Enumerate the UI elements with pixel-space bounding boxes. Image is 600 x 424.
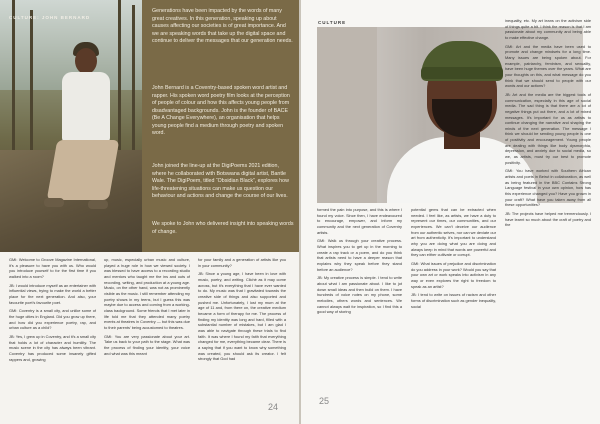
text-column-1 xyxy=(9,257,96,365)
paragraph: GMI: You are very passionate about your art. Take us back to your path to the stage. What was the process of finding your identity, your voice and what was this meant xyxy=(104,333,190,356)
intro-paragraph: We spoke to John who delivered insight into speaking words of change. xyxy=(152,221,294,235)
paragraph: up, music, especially urban music and culture, played a huge role in how we viewed society. I was blessed to have access to a recording studio and mentors who taught me the ins and outs of recording, writing, and production at a young age. Music, on the other hand, was not as prominently visible as the music. I still remember attending my poetry shows in my teens, but I guess this was maybe due to access and coming from a working-class background. Some friends that I met later in life told me that they attended many poetry events at theatres in Coventry — but this was due to their parents’ being accustomed to theatres. xyxy=(104,257,190,330)
text-column-3 xyxy=(505,18,591,231)
section-label: CULTURE xyxy=(318,20,347,25)
left-page xyxy=(0,0,299,424)
paragraph: JB: Art and the media are the biggest tools of communication, especially in this age of social media. The sad thing is that there are a lot of negative things put out there, and a lot of mixed messages. It’s important for us as artists to continue changing the narrative and shaping the minds of the next generation. The message I think we should be sending young people is one of positivity and encouragement. Young people are dealing with things like body dysmorphia, depression, and anxiety due to social media, so we, as artists, must try our best to promote positivity. xyxy=(505,91,591,165)
intro-paragraph: John Bernard is a Coventry-based spoken word artist and rapper. His spoken word poetry film looks at the perception of people of colour and how this affects young people from disadvantaged backgrounds. John is the founder of BACE (Be A Change Everywhere), an organisation that helps young people find a medium through poetry and spoken word. xyxy=(152,85,290,136)
section-label: CULTURE: JOHN BERNARD xyxy=(9,15,91,20)
paragraph: JB: My creative process is simple. I tend to write about what I am passionate about. I like to jot down small ideas and then build on them. I have hundreds of voice notes on my phone, some melodies, others words and sentences. We cannot always wait for inspiration, so I find this a good way of storing xyxy=(317,275,402,315)
intro-paragraph: John joined the line-up at the DigiPoems 2021 edition, where he collaborated with Botswana digital artist, Bantle Wale. The DigiPoem, titled “Obsidian Black”, explores how life-threatening situations can make us question our behaviour and actions and change the course of our lives. xyxy=(152,163,289,199)
person-on-rocks-photo xyxy=(0,0,142,252)
paragraph: JB: I would introduce myself as an entertainer with influential views, trying to make the world a better place for the next generation. And also, your favourite poet’s favourite poet. xyxy=(9,282,96,305)
paragraph: inequality, etc. My art leans on the activism side of things quite a bit. I think the reason is that I am passionate about my community and being able to make effective change. xyxy=(505,18,591,40)
paragraph: GMI: You have worked with Southern African artists and poets in Beirut in collaboration, as well as being featured in the BBC Contains Strong Language festival in your own opinion, how has this experience changed you? Have you grown in your craft? What have you taken away from all these opportunities? xyxy=(505,168,591,208)
page-number: 25 xyxy=(319,396,330,406)
paragraph: potential gems that can be extracted when needed. I feel like, as artists, we have a duty to represent our times, our communities, and our experiences. We can’t deceive our audience from our authentic selves, nor can we deviate our art from authenticity. It’s important to understand why you are doing what you are doing and always keep in mind that words are powerful and they can either cultivate or corrupt. xyxy=(411,207,496,258)
text-column-3 xyxy=(198,257,286,365)
paragraph: GMI: Coventry is a small city, and unlike some of the huge cities in England. Did you grow up there, and how did you experience poetry, rap, and urban culture as a child? xyxy=(9,308,96,331)
paragraph: GMI: Welcome to Groove Magazine International, it’s a pleasure to have you with us. Who would you introduce yourself to for the first time if you walked into a room? xyxy=(9,257,96,279)
paragraph: formed the pain into purpose, and this is where I found my voice. Since then, I have endeavoured to encourage, empower, and inform my community and the next generation of Coventry artists. xyxy=(317,207,402,235)
paragraph: JB: The projects have helped me tremendously. I have learnt so much about the craft of poetry and the xyxy=(505,211,591,228)
paragraph: GMI: Walk us through your creative process. What inspires you to get up in the morning to create a rap track or a poem, and do you think that artists need to have a deeper reason that explains why they speak before they stand before an audience? xyxy=(317,238,402,272)
page-number: 24 xyxy=(268,402,279,412)
paragraph: GMI: Art and the media have been used to promote and change mindsets for a long time. Many issues are being spoken about. For example, patriarchy, feminism, and sexuality, have been huge themes over the years. What are your thoughts on this, and what message do you think that we should send to people with our words and our actions? xyxy=(505,43,591,89)
text-column-2 xyxy=(411,207,496,312)
paragraph: JB: I tend to write on issues of racism and other forms of discrimination such as gender inequality, social xyxy=(411,292,496,309)
text-column-2 xyxy=(104,257,190,359)
paragraph: for your family and a generation of artists like you in your community? xyxy=(198,257,286,268)
intro-paragraph: Generations have been impacted by the words of many great creatives. In this generation, speaking up about causes affecting our societies is of great importance. And we are speaking words that take up the digital space and continue to deliver the messages that our generation needs. xyxy=(152,8,293,44)
paragraph: JB: Since a young age, I have been in love with music, poetry, and writing. Clichè as it may come across, but it’s everything that I have ever wanted to do. My music was that I gravitated towards the creative side of things and also supported and pushed me. Unfortunately, I lost my mum at the age of 11 and, from there on, the creative medium became a form of therapy for me. The process of finding my identity was long and hard, filled with a substantial number of mistakes, but I am glad I was able to navigate through these trials to find faith. It was where I found my faith that everything changed for me, everything became clear. There is a saying that if you want to know why something was created, you should ask its creator. I felt strongly that God had xyxy=(198,271,286,362)
intro-box xyxy=(142,0,299,252)
text-column-1 xyxy=(317,207,402,318)
paragraph: GMI: What issues of prejudice and discrimination do you address in your work? Would you say that your own art or work speaks into activism in any way or even explores the right to freedom to speak as an artist? xyxy=(411,260,496,289)
right-page xyxy=(301,0,600,424)
paragraph: JB: Yes, I grew up in Coventry, and it’s a small city that holds a lot of character and humility. The music scene in the city has always been vibrant. Coventry has produced some insanely gifted rappers and, growing xyxy=(9,333,96,362)
